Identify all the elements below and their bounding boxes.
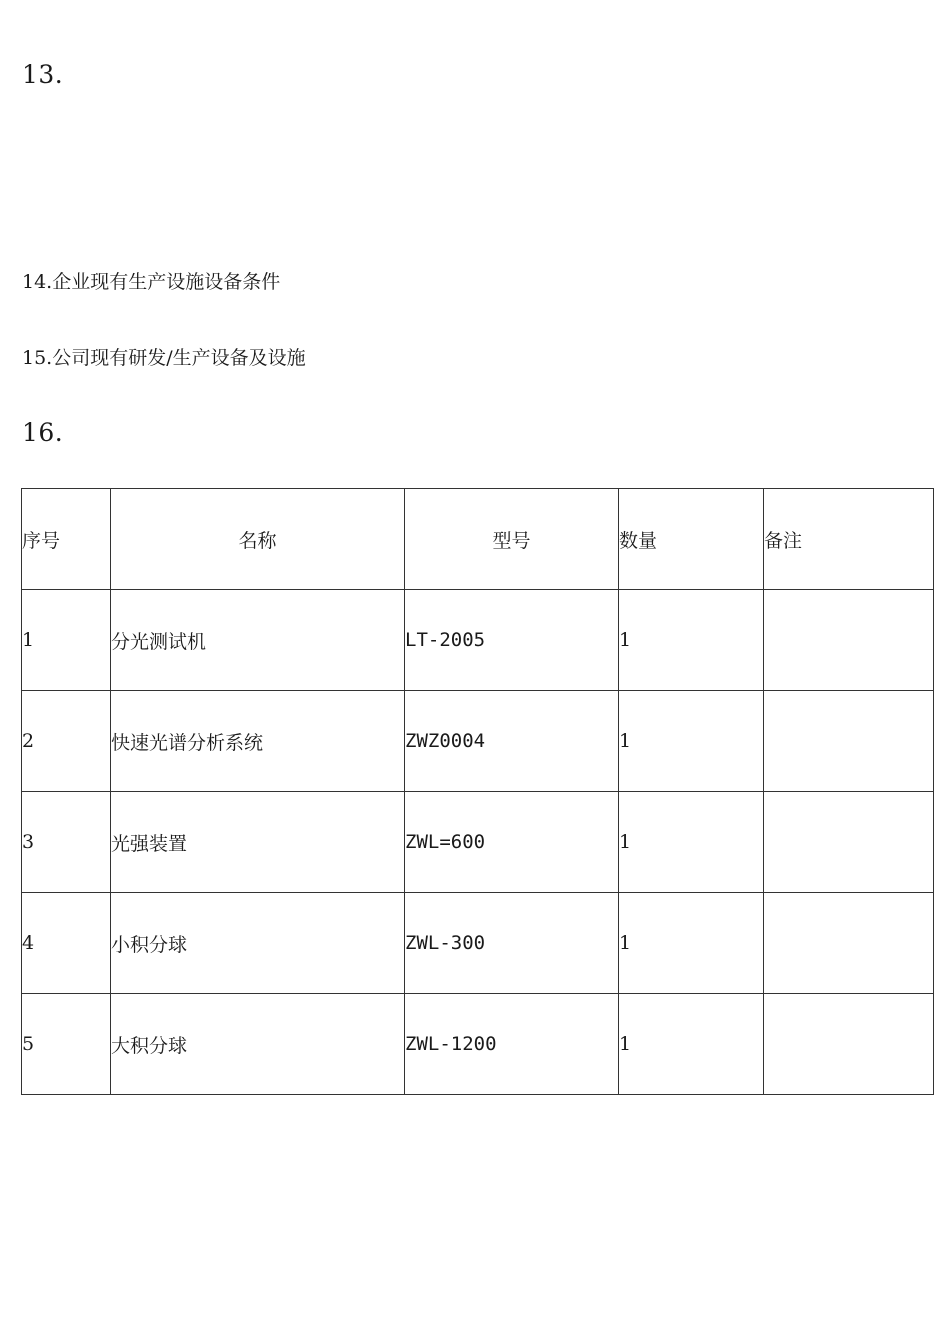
cell-remark bbox=[764, 994, 934, 1095]
table-row bbox=[22, 893, 934, 994]
cell-model: ZWL-1200 bbox=[405, 994, 619, 1095]
cell-name: 大积分球 bbox=[111, 994, 405, 1095]
table-row bbox=[22, 691, 934, 792]
table-row bbox=[22, 792, 934, 893]
cell-quantity: 1 bbox=[619, 691, 764, 792]
cell-name: 小积分球 bbox=[111, 893, 405, 994]
cell-model: ZWL-300 bbox=[405, 893, 619, 994]
cell-index: 5 bbox=[22, 994, 111, 1095]
header-model: 型号 bbox=[405, 489, 619, 590]
cell-quantity: 1 bbox=[619, 590, 764, 691]
cell-model: ZWL=600 bbox=[405, 792, 619, 893]
table-header-row bbox=[22, 489, 934, 590]
section-heading-15: 15.公司现有研发/生产设备及设施 bbox=[22, 347, 306, 369]
cell-index: 4 bbox=[22, 893, 111, 994]
cell-quantity: 1 bbox=[619, 994, 764, 1095]
cell-model: ZWZ0004 bbox=[405, 691, 619, 792]
header-index: 序号 bbox=[22, 489, 111, 590]
section-heading-14: 14.企业现有生产设施设备条件 bbox=[22, 271, 281, 293]
equipment-table bbox=[21, 488, 934, 1095]
cell-quantity: 1 bbox=[619, 893, 764, 994]
header-remark: 备注 bbox=[764, 489, 934, 590]
cell-quantity: 1 bbox=[619, 792, 764, 893]
header-quantity: 数量 bbox=[619, 489, 764, 590]
cell-index: 3 bbox=[22, 792, 111, 893]
cell-remark bbox=[764, 691, 934, 792]
cell-name: 快速光谱分析系统 bbox=[111, 691, 405, 792]
cell-name: 光强装置 bbox=[111, 792, 405, 893]
cell-index: 1 bbox=[22, 590, 111, 691]
cell-model: LT-2005 bbox=[405, 590, 619, 691]
section-heading-13: 13. bbox=[22, 60, 64, 89]
header-name: 名称 bbox=[111, 489, 405, 590]
cell-remark bbox=[764, 792, 934, 893]
table-row bbox=[22, 590, 934, 691]
cell-remark bbox=[764, 590, 934, 691]
section-heading-16: 16. bbox=[22, 418, 64, 447]
cell-index: 2 bbox=[22, 691, 111, 792]
table-row bbox=[22, 994, 934, 1095]
cell-name: 分光测试机 bbox=[111, 590, 405, 691]
cell-remark bbox=[764, 893, 934, 994]
